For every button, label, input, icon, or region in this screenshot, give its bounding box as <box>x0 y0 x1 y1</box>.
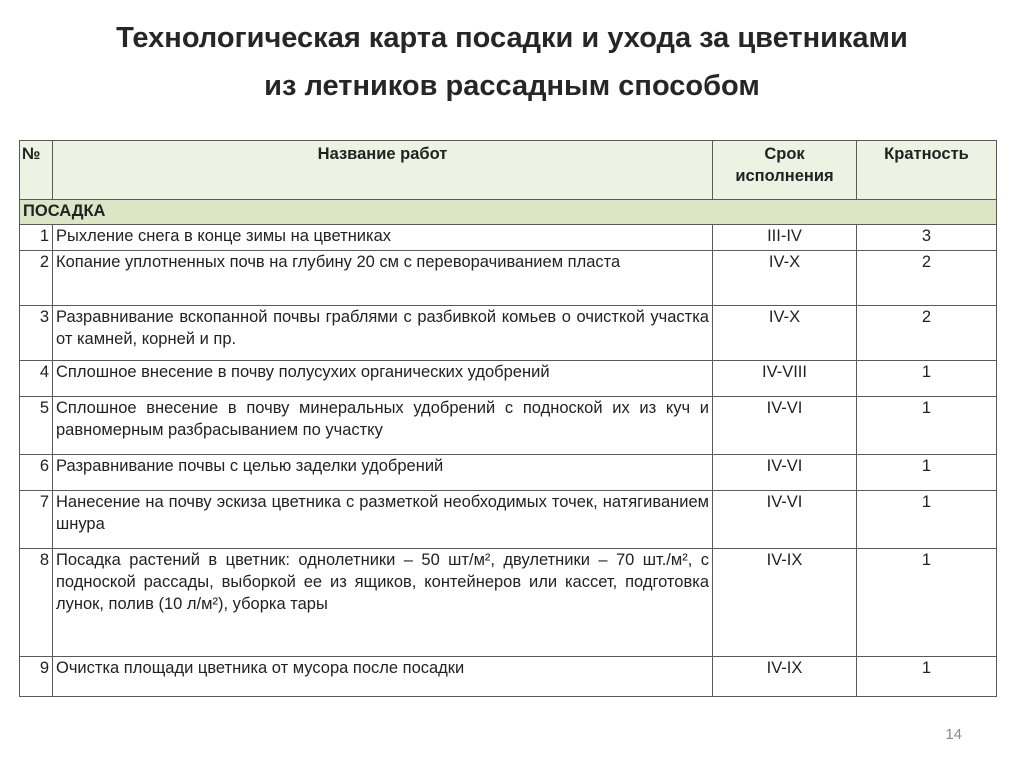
table-row <box>20 549 997 657</box>
row-srok: III-IV <box>713 225 857 251</box>
row-srok: IV-IX <box>713 549 857 657</box>
table-row <box>20 251 997 306</box>
table-row <box>20 657 997 697</box>
header-krat: Кратность <box>857 141 997 200</box>
row-name: Очистка площади цветника от мусора после посадки <box>53 657 713 697</box>
title-line-1: Технологическая карта посадки и ухода за цветниками <box>116 22 908 54</box>
header-name: Название работ <box>53 141 713 200</box>
table-row <box>20 455 997 491</box>
row-krat: 3 <box>857 225 997 251</box>
row-num: 7 <box>20 491 53 549</box>
row-name: Разравнивание вскопанной почвы граблями с разбивкой комьев о очисткой участка от камней, корней и пр. <box>53 306 713 361</box>
row-name: Разравнивание почвы с целью заделки удобрений <box>53 455 713 491</box>
row-krat: 1 <box>857 397 997 455</box>
row-num: 2 <box>20 251 53 306</box>
section-row <box>20 200 997 225</box>
row-krat: 1 <box>857 361 997 397</box>
row-srok: IV-VI <box>713 491 857 549</box>
row-srok: IV-VIII <box>713 361 857 397</box>
row-krat: 1 <box>857 491 997 549</box>
table-row <box>20 306 997 361</box>
table-row <box>20 491 997 549</box>
header-num: № <box>20 141 53 200</box>
row-srok: IV-VI <box>713 455 857 491</box>
row-name: Сплошное внесение в почву полусухих органических удобрений <box>53 361 713 397</box>
row-srok: IV-X <box>713 306 857 361</box>
row-name: Посадка растений в цветник: однолетники – 50 шт/м², двулетники – 70 шт./м², с подноской рассады, выборкой ее из ящиков, контейнеров или кассет, подготовка лунок, полив (10 л/м²), уборка тары <box>53 549 713 657</box>
row-krat: 1 <box>857 549 997 657</box>
row-num: 3 <box>20 306 53 361</box>
row-name: Рыхление снега в конце зимы на цветниках <box>53 225 713 251</box>
row-num: 1 <box>20 225 53 251</box>
row-num: 8 <box>20 549 53 657</box>
table-row <box>20 397 997 455</box>
row-name: Сплошное внесение в почву минеральных удобрений с подноской их из куч и равномерным разбрасыванием по участку <box>53 397 713 455</box>
title-line-2: из летников рассадным способом <box>264 70 760 102</box>
row-srok: IV-VI <box>713 397 857 455</box>
row-krat: 2 <box>857 306 997 361</box>
row-krat: 1 <box>857 657 997 697</box>
row-num: 9 <box>20 657 53 697</box>
row-krat: 2 <box>857 251 997 306</box>
table-header-row <box>20 141 997 200</box>
page-title <box>20 14 1004 110</box>
header-srok: Срок исполнения <box>713 141 857 200</box>
table-row <box>20 361 997 397</box>
row-name: Копание уплотненных почв на глубину 20 см с переворачиванием пласта <box>53 251 713 306</box>
page-number: 14 <box>945 726 962 743</box>
tech-map-table <box>19 140 997 697</box>
row-krat: 1 <box>857 455 997 491</box>
table-row <box>20 225 997 251</box>
row-num: 5 <box>20 397 53 455</box>
row-srok: IV-IX <box>713 657 857 697</box>
row-name: Нанесение на почву эскиза цветника с разметкой необходимых точек, натягиванием шнура <box>53 491 713 549</box>
row-srok: IV-X <box>713 251 857 306</box>
section-label: ПОСАДКА <box>20 200 997 225</box>
row-num: 6 <box>20 455 53 491</box>
row-num: 4 <box>20 361 53 397</box>
